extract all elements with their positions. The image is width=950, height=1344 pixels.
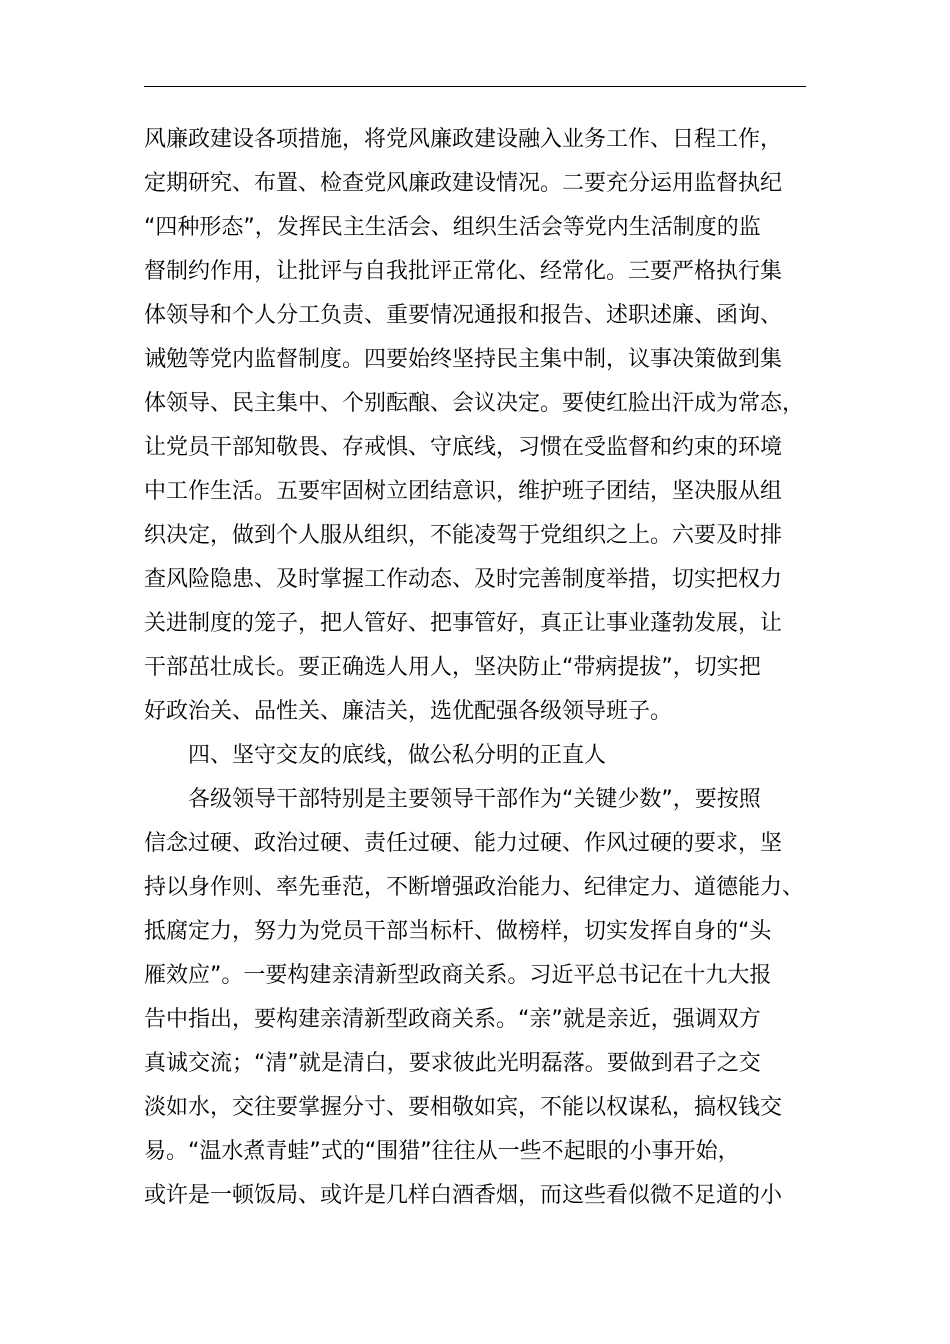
- text-line-12: 关进制度的笼子，把人管好、把事管好，真正让事业蓬勃发展，让: [144, 611, 783, 636]
- text-line-16: 各级领导干部特别是主要领导干部作为“关键少数”，要按照: [188, 787, 761, 812]
- text-line-6: 诫勉等党内监督制度。四要始终坚持民主集中制，议事决策做到集: [144, 347, 783, 372]
- text-line-17: 信念过硬、政治过硬、责任过硬、能力过硬、作风过硬的要求，坚: [144, 831, 783, 856]
- text-line-8: 让党员干部知敬畏、存戒惧、守底线，习惯在受监督和约束的环境: [144, 435, 783, 460]
- text-line-2: 定期研究、布置、检查党风廉政建设情况。二要充分运用监督执纪: [144, 171, 783, 196]
- text-line-11: 查风险隐患、及时掌握工作动态、及时完善制度举措，切实把权力: [144, 567, 783, 592]
- text-line-3: “四种形态”，发挥民主生活会、组织生活会等党内生活制度的监: [144, 215, 761, 240]
- text-line-5: 体领导和个人分工负责、重要情况通报和报告、述职述廉、函询、: [144, 303, 783, 328]
- text-line-19: 抵腐定力，努力为党员干部当标杆、做榜样，切实发挥自身的“头: [144, 919, 772, 944]
- document-body: [144, 118, 806, 1218]
- text-line-13: 干部茁壮成长。要正确选人用人，坚决防止“带病提拔”，切实把: [144, 655, 761, 680]
- header-rule: [144, 86, 806, 87]
- text-line-25: 或许是一顿饭局、或许是几样白酒香烟，而这些看似微不足道的小: [144, 1183, 783, 1208]
- text-line-1: 风廉政建设各项措施，将党风廉政建设融入业务工作、日程工作，: [144, 127, 783, 152]
- section-heading: 四、坚守交友的底线，做公私分明的正直人: [188, 743, 607, 768]
- text-line-18: 持以身作则、率先垂范，不断增强政治能力、纪律定力、道德能力、: [144, 875, 805, 900]
- text-line-14: 好政治关、品性关、廉洁关，选优配强各级领导班子。: [144, 699, 673, 724]
- text-line-9: 中工作生活。五要牢固树立团结意识，维护班子团结，坚决服从组: [144, 479, 783, 504]
- text-line-22: 真诚交流；“清”就是清白，要求彼此光明磊落。要做到君子之交: [144, 1051, 761, 1076]
- text-line-21: 告中指出，要构建亲清新型政商关系。“亲”就是亲近，强调双方: [144, 1007, 761, 1032]
- text-line-20: 雁效应”。一要构建亲清新型政商关系。习近平总书记在十九大报: [144, 963, 772, 988]
- text-line-24: 易。“温水煮青蛙”式的“围猎”往往从一些不起眼的小事开始，: [144, 1139, 740, 1164]
- text-line-23: 淡如水，交往要掌握分寸、要相敬如宾，不能以权谋私，搞权钱交: [144, 1095, 783, 1120]
- text-line-4: 督制约作用，让批评与自我批评正常化、经常化。三要严格执行集: [144, 259, 783, 284]
- text-line-7: 体领导、民主集中、个别酝酿、会议决定。要使红脸出汗成为常态，: [144, 391, 805, 416]
- text-line-10: 织决定，做到个人服从组织，不能凌驾于党组织之上。六要及时排: [144, 523, 783, 548]
